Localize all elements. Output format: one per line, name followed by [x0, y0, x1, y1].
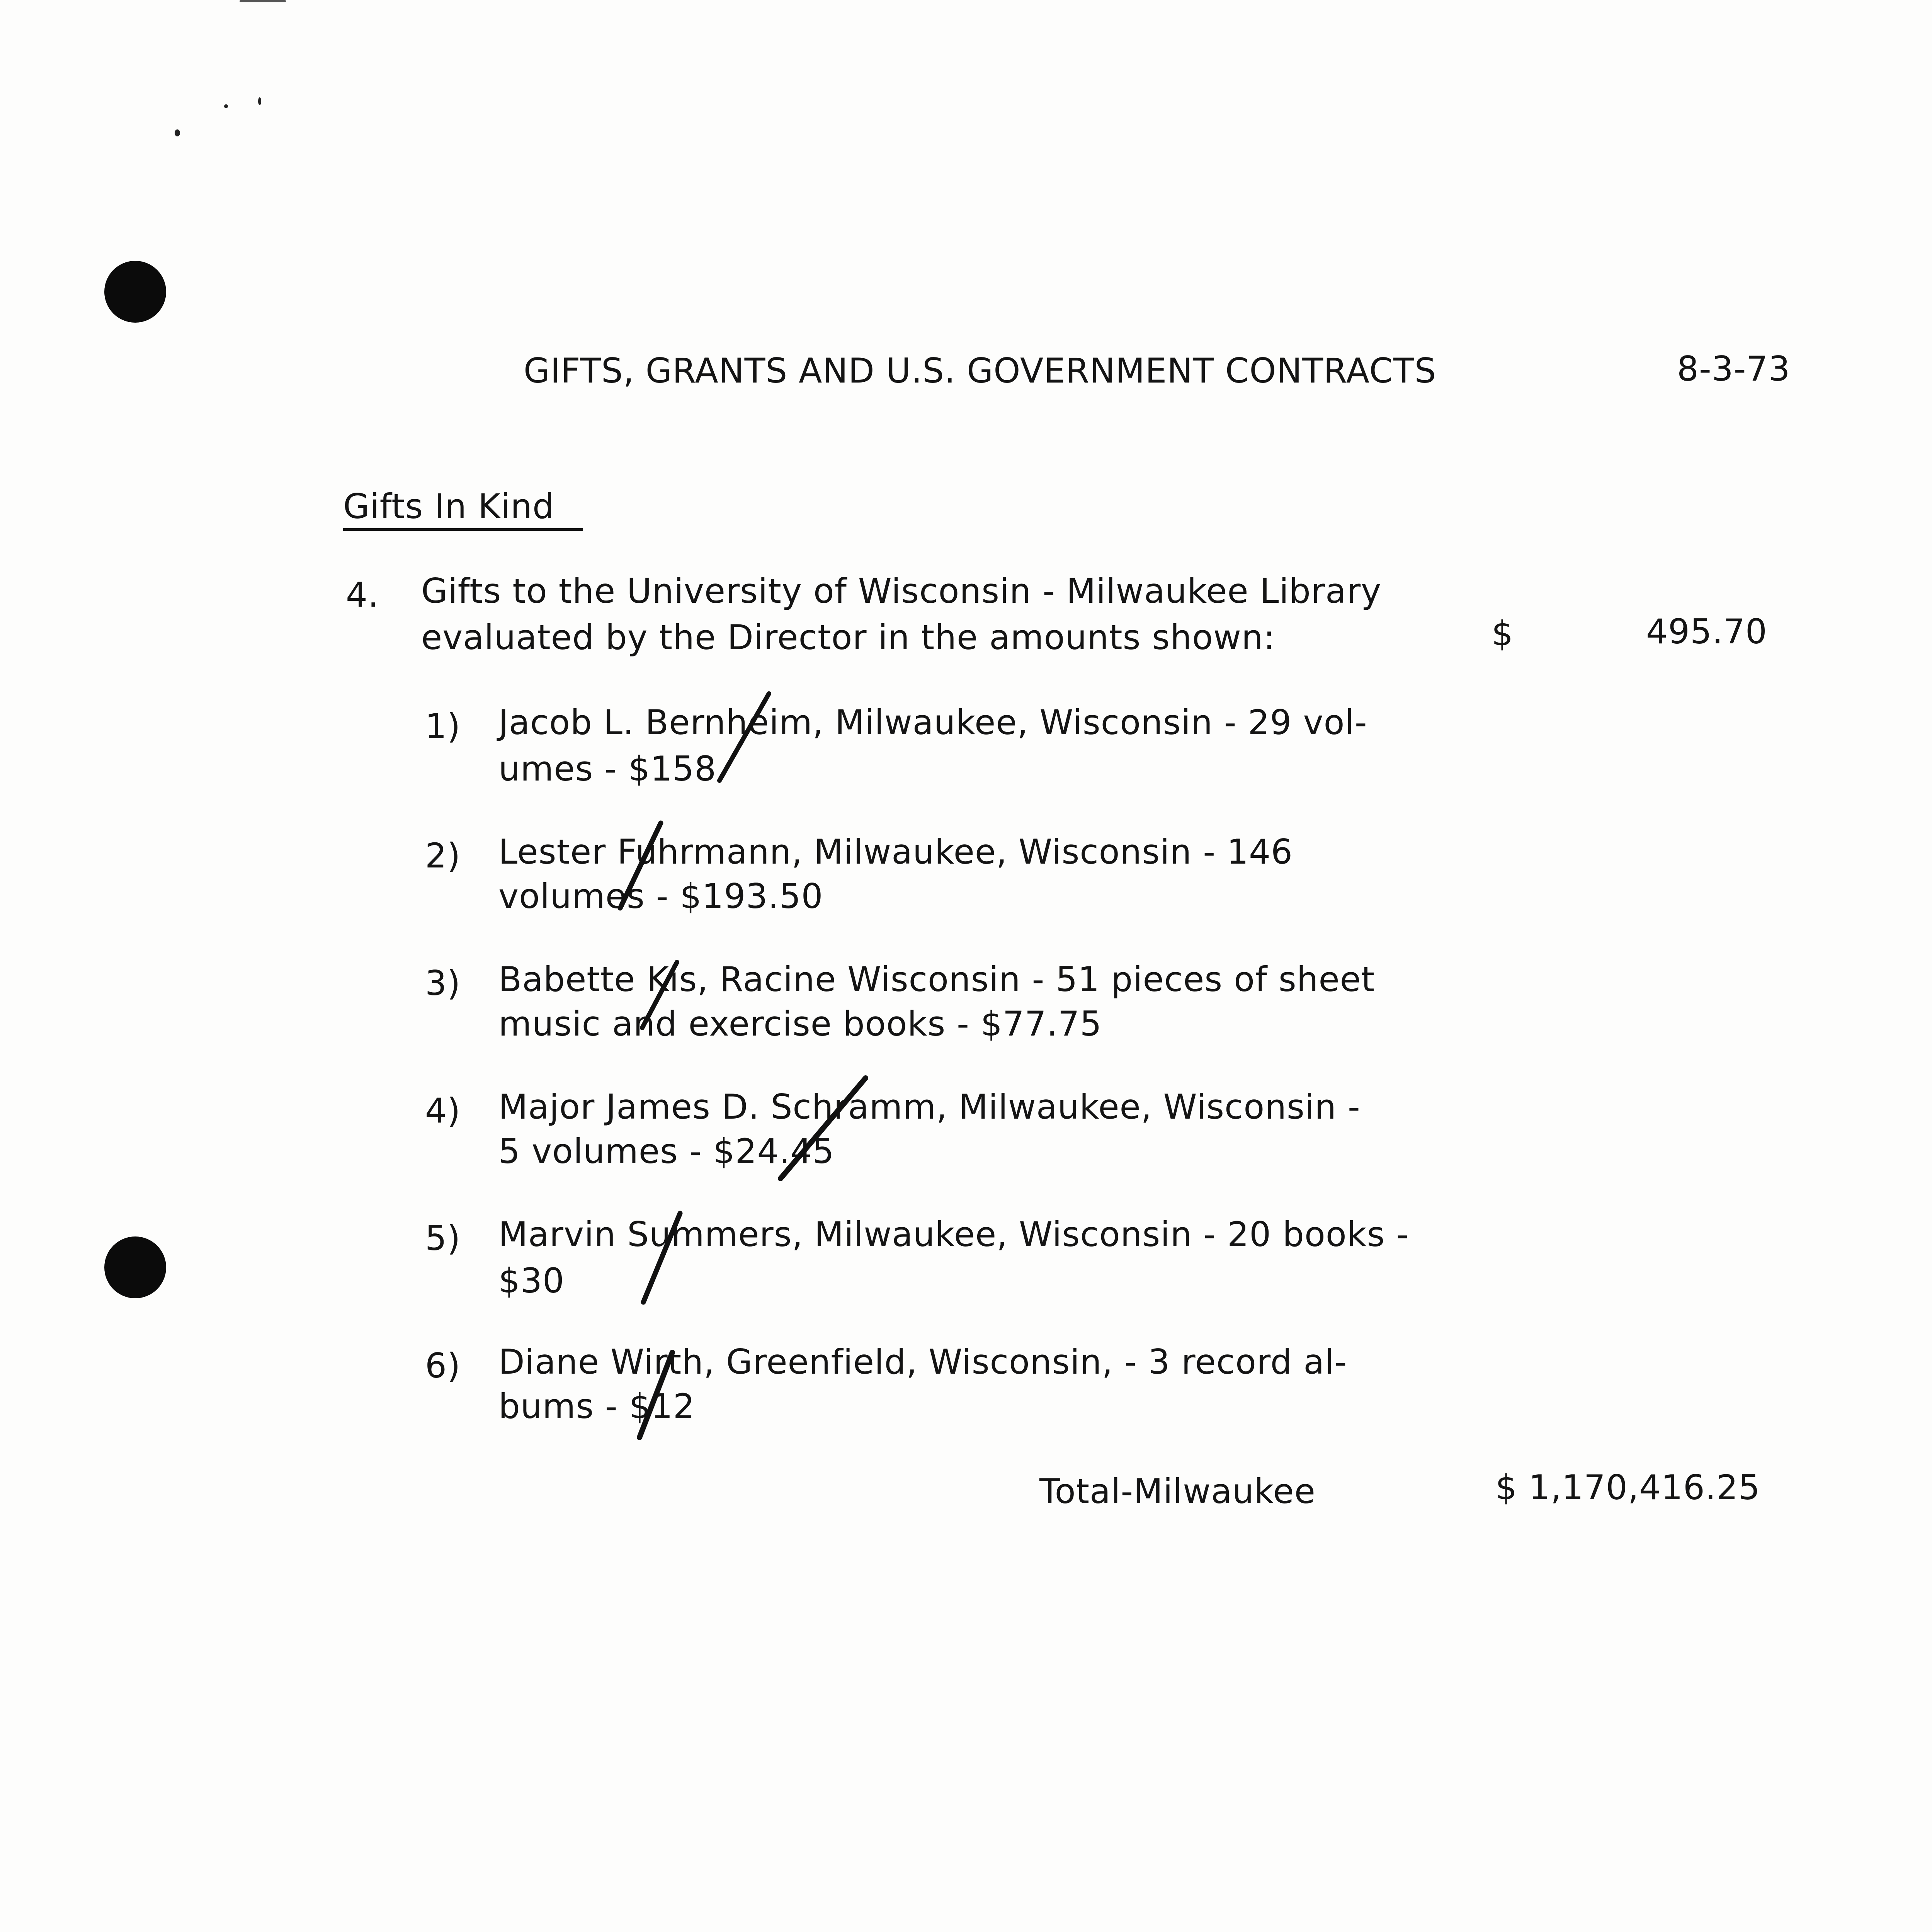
item-currency-symbol: $	[1492, 614, 1514, 653]
list-item-number: 4)	[425, 1091, 461, 1131]
list-item-line-1: Marvin Summers, Milwaukee, Wisconsin - 20 books -	[498, 1214, 1409, 1254]
scan-speck	[175, 129, 180, 136]
section-heading: Gifts In Kind	[343, 485, 583, 531]
list-item-line-2: 5 volumes - $24.45	[498, 1131, 835, 1171]
list-item-line-2: volumes - $193.50	[498, 876, 823, 916]
punch-hole-top	[104, 261, 166, 323]
list-item-number: 1)	[425, 706, 461, 746]
total-label: Total-Milwaukee	[1039, 1471, 1316, 1511]
list-item-line-1: Diane Wirth, Greenfield, Wisconsin, - 3 record al-	[498, 1342, 1347, 1382]
list-item-line-2: $30	[498, 1261, 565, 1301]
scan-speck	[224, 104, 228, 108]
list-item-line-1: Jacob L. Bernheim, Milwaukee, Wisconsin - 29 vol-	[498, 702, 1367, 742]
scan-speck	[258, 97, 261, 105]
list-item-number: 5)	[425, 1218, 461, 1258]
list-item-line-1: Major James D. Schramm, Milwaukee, Wisconsin -	[498, 1087, 1361, 1127]
list-item-line-1: Lester Fuhrmann, Milwaukee, Wisconsin - 146	[498, 832, 1293, 872]
total-value: $ 1,170,416.25	[1495, 1468, 1760, 1507]
punch-hole-middle	[104, 1236, 166, 1298]
item-description-line-2: evaluated by the Director in the amounts shown:	[421, 617, 1276, 657]
list-item-line-2: music and exercise books - $77.75	[498, 1004, 1102, 1044]
list-item-line-2: umes - $158	[498, 749, 717, 789]
document-date: 8-3-73	[1677, 349, 1791, 389]
list-item-number: 6)	[425, 1346, 461, 1386]
list-item-number: 3)	[425, 963, 461, 1003]
page-title: GIFTS, GRANTS AND U.S. GOVERNMENT CONTRACTS	[524, 351, 1437, 391]
item-amount: 495.70	[1646, 612, 1767, 651]
scan-speck	[240, 0, 286, 2]
item-description-line-1: Gifts to the University of Wisconsin - Milwaukee Library	[421, 571, 1382, 611]
list-item-line-1: Babette Kis, Racine Wisconsin - 51 pieces of sheet	[498, 959, 1375, 999]
item-number: 4.	[346, 575, 379, 615]
list-item-number: 2)	[425, 836, 461, 876]
list-item-line-2: bums - $12	[498, 1386, 695, 1426]
